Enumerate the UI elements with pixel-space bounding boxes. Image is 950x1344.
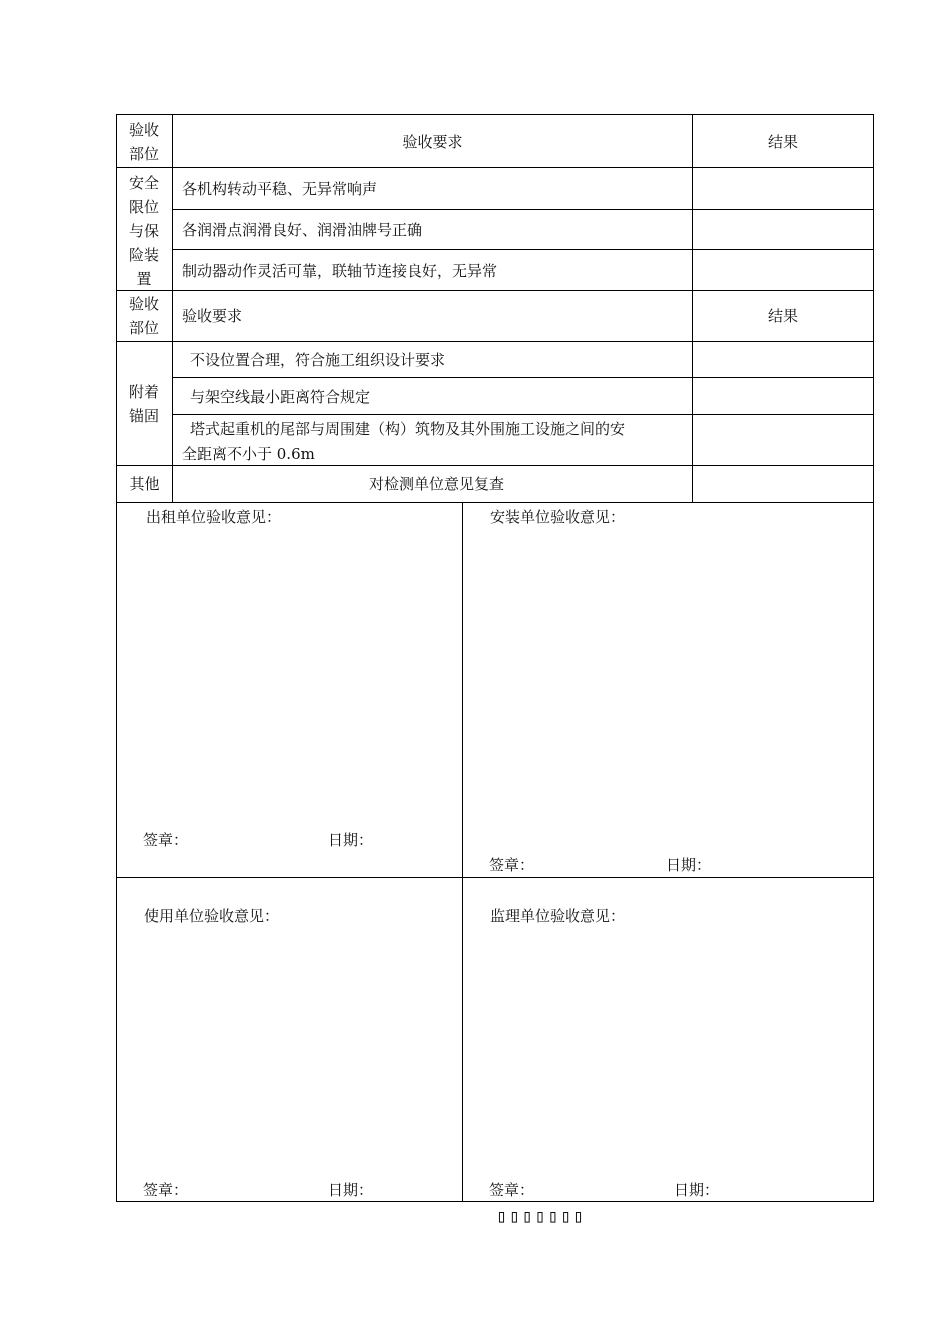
row-divider [116,290,874,291]
user-opinion-label: 使用单位验收意见： [144,907,280,925]
column-divider [172,114,173,502]
rental-seal-label: 签章： [143,831,189,849]
row-divider [172,377,874,378]
row-divider [172,209,874,210]
install-date-label: 日期： [666,856,712,874]
safety-requirement-3: 制动器动作灵活可靠，联轴节连接良好，无异常 [182,262,498,280]
safety-requirement-1: 各机构转动平稳、无异常响声 [182,180,378,198]
row-divider [116,502,874,503]
column-divider [462,502,463,1202]
supervisor-seal-label: 签章： [489,1181,535,1199]
install-opinion-label: 安装单位验收意见： [490,508,626,526]
header-requirement: 验收要求 [182,307,243,325]
safety-label-line: 置 [136,270,152,288]
anchor-section-label [117,380,171,428]
anchor-requirement-1: 不设位置合理，符合施工组织设计要求 [190,351,446,369]
anchor-requirement-2: 与架空线最小距离符合规定 [190,388,371,406]
user-date-label: 日期： [328,1181,374,1199]
row-divider [116,167,874,168]
footer-text: ▯▯▯▯▯▯▯ [496,1206,586,1227]
header-requirement: 验收要求 [402,133,463,151]
supervisor-date-label: 日期： [674,1181,720,1199]
row-divider [172,414,874,415]
header-part-label [117,292,171,340]
rental-opinion-label: 出租单位验收意见： [146,508,282,526]
safety-section-label [117,171,171,291]
row-divider [116,341,874,342]
safety-label-line: 安全 [128,174,159,192]
anchor-label-line: 锚固 [128,407,159,425]
header-part-label-line: 验收 [128,121,159,139]
header-part-label-line: 验收 [128,295,159,313]
user-seal-label: 签章： [143,1181,189,1199]
header-part-label-line: 部位 [128,319,159,337]
other-label: 其他 [129,475,160,493]
supervisor-opinion-label: 监理单位验收意见： [490,907,626,925]
anchor-label-line: 附着 [128,383,159,401]
safety-requirement-2: 各润滑点润滑良好、润滑油牌号正确 [182,221,423,239]
header-result: 结果 [767,133,798,151]
header-result: 结果 [767,307,798,325]
safety-label-line: 限位 [128,198,159,216]
row-divider [172,249,874,250]
safety-label-line: 与保 [128,222,159,240]
header-part-label-line: 部位 [128,145,159,163]
anchor-requirement-3-line-2: 全距离不小于 0.6m [182,445,315,463]
safety-label-line: 险装 [128,246,159,264]
row-divider [116,877,874,878]
other-requirement: 对检测单位意见复查 [368,475,504,493]
rental-date-label: 日期： [328,831,374,849]
install-seal-label: 签章： [489,856,535,874]
anchor-requirement-3-line-1: 塔式起重机的尾部与周围建（构）筑物及其外围施工设施之间的安 [190,420,626,438]
header-part-label [117,118,171,166]
